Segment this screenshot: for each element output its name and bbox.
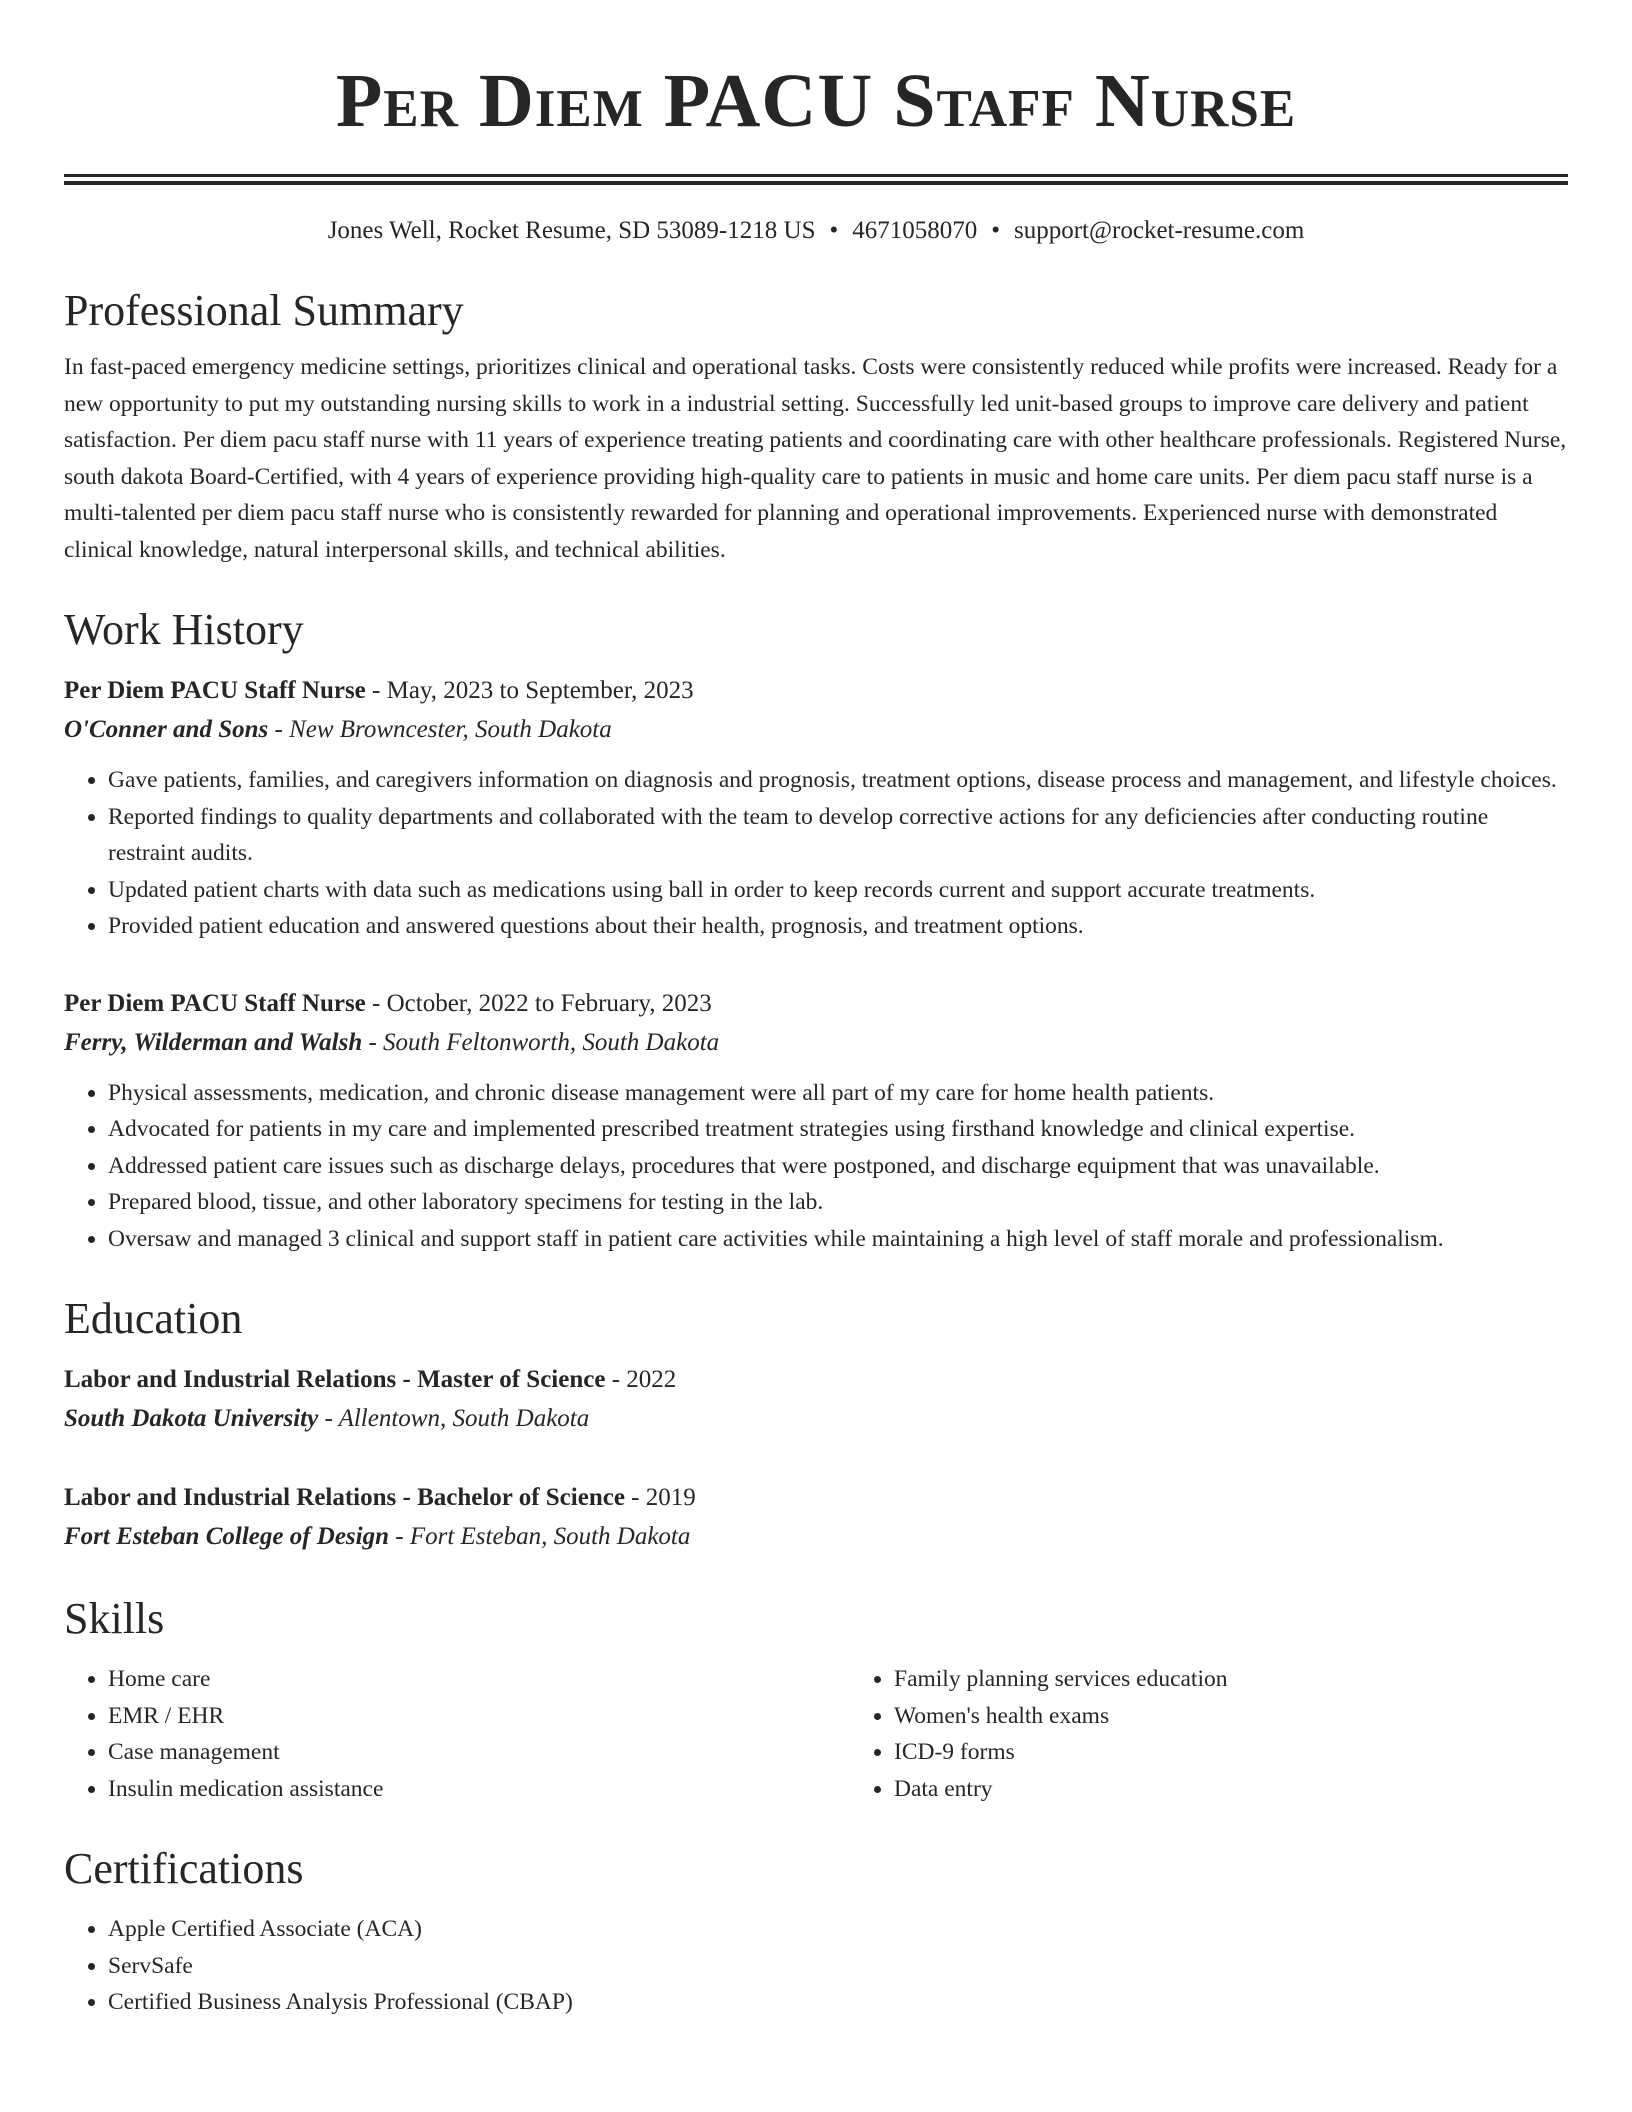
certifications-section — [64, 1841, 1568, 2021]
job-location: - South Feltonworth, South Dakota — [362, 1028, 720, 1056]
job-employer — [64, 710, 1568, 750]
work-history-section — [64, 602, 1568, 1257]
skills-columns — [64, 1661, 1568, 1807]
education-entry — [64, 1479, 1568, 1557]
list-item: • Gave patients, families, and caregivers information on diagnosis and prognosis, treatment options, disease process and management, and lifestyle choices. — [108, 762, 1568, 799]
job-location: - New Browncester, South Dakota — [268, 716, 612, 743]
contact-email[interactable]: support@rocket-resume.com — [1014, 217, 1305, 244]
contact-phone: 4671058070 — [852, 217, 978, 244]
education-institution — [64, 1517, 1568, 1557]
education-header — [64, 1479, 1568, 1517]
list-item: • Provided patient education and answered questions about their health, prognosis, and treatment options. — [108, 908, 1568, 945]
list-item: • Data entry — [894, 1771, 1632, 1808]
education-institution — [64, 1399, 1568, 1439]
job-employer — [64, 1023, 1568, 1063]
list-item: • Advocated for patients in my care and implemented prescribed treatment strategies using firsthand knowledge and clinical expertise. — [108, 1111, 1568, 1148]
section-heading-work-history: Work History — [64, 605, 304, 654]
list-item: • Certified Business Analysis Professional (CBAP) — [108, 1984, 1568, 2021]
title-divider — [64, 174, 1568, 185]
education-year: - 2019 — [624, 1484, 696, 1511]
list-item: • Women's health exams — [894, 1698, 1632, 1735]
list-item: • Prepared blood, tissue, and other laboratory specimens for testing in the lab. — [108, 1184, 1568, 1221]
job-entry — [64, 672, 1568, 945]
job-title: Per Diem PACU Staff Nurse — [64, 989, 366, 1017]
job-dates: - October, 2022 to February, 2023 — [365, 989, 712, 1017]
list-item: • Apple Certified Associate (ACA) — [108, 1911, 1568, 1948]
education-header — [64, 1361, 1568, 1399]
job-title: Per Diem PACU Staff Nurse — [64, 677, 366, 704]
education-section — [64, 1291, 1568, 1557]
list-item: • Insulin medication assistance — [108, 1771, 850, 1808]
resume-title: Per Diem PACU Staff Nurse — [335, 59, 1297, 143]
list-item: • Addressed patient care issues such as discharge delays, procedures that were postponed, and discharge equipment that was unavailable. — [108, 1148, 1568, 1185]
job-header — [64, 985, 1568, 1023]
certifications-list — [64, 1911, 1568, 2021]
job-bullets — [64, 1075, 1568, 1258]
education-school: Fort Esteban College of Design — [64, 1523, 390, 1550]
list-item: • Physical assessments, medication, and chronic disease management were all part of my care for home health patients. — [108, 1075, 1568, 1112]
contact-separator: • — [991, 217, 1000, 244]
list-item: • Home care — [108, 1661, 850, 1698]
section-heading-summary: Professional Summary — [64, 286, 464, 335]
contact-line — [64, 213, 1568, 249]
education-year: - 2022 — [605, 1366, 677, 1393]
job-company: O'Conner and Sons — [64, 716, 269, 743]
list-item: • ICD-9 forms — [894, 1734, 1632, 1771]
job-entry — [64, 985, 1568, 1258]
job-company: Ferry, Wilderman and Walsh — [64, 1028, 363, 1056]
section-heading-education: Education — [64, 1294, 243, 1343]
contact-separator: • — [829, 217, 839, 244]
skills-section — [64, 1591, 1568, 1807]
job-bullets — [64, 762, 1568, 945]
job-header — [64, 672, 1568, 710]
education-degree: Labor and Industrial Relations - Master of Science — [64, 1366, 606, 1393]
summary-text: In fast-paced emergency medicine settings, prioritizes clinical and operational tasks. Costs were consistently reduced while profits were increased. Ready for a new opportunity to put my outstanding nursing skills to work in a industrial setting. Successfully led unit-based groups to improve care delivery and patient satisfaction. Per diem pacu staff nurse with 11 years of experience treating patients and coordinating care with other healthcare professionals. Registered Nurse, south dakota Board-Certified, with 4 years of experience providing high-quality care to patients in music and home care units. Per diem pacu staff nurse is a multi-talented per diem pacu staff nurse who is consistently rewarded for planning and operational improvements. Experienced nurse with demonstrated clinical knowledge, natural interpersonal skills, and technical abilities. — [64, 354, 1567, 563]
education-location: - Allentown, South Dakota — [318, 1405, 590, 1432]
education-degree: Labor and Industrial Relations - Bachelor of Science — [64, 1484, 625, 1511]
list-item: • Oversaw and managed 3 clinical and support staff in patient care activities while maintaining a high level of staff morale and professionalism. — [108, 1221, 1568, 1258]
section-heading-certifications: Certifications — [64, 1844, 304, 1893]
skills-list-left — [64, 1661, 850, 1807]
list-item: • Updated patient charts with data such as medications using ball in order to keep records current and support accurate treatments. — [108, 872, 1568, 909]
list-item: • Family planning services education — [894, 1661, 1632, 1698]
contact-address: Jones Well, Rocket Resume, SD 53089-1218 US — [327, 217, 816, 244]
section-heading-skills: Skills — [64, 1594, 165, 1643]
list-item: • Case management — [108, 1734, 850, 1771]
job-dates: - May, 2023 to September, 2023 — [365, 677, 694, 704]
list-item: • ServSafe — [108, 1948, 1568, 1985]
professional-summary-section — [64, 283, 1568, 568]
education-entry — [64, 1361, 1568, 1439]
skills-list-right — [850, 1661, 1632, 1807]
list-item: • EMR / EHR — [108, 1698, 850, 1735]
education-school: South Dakota University — [64, 1405, 319, 1432]
list-item: • Reported findings to quality departments and collaborated with the team to develop corrective actions for any deficiencies after conducting routine restraint audits. — [108, 799, 1568, 872]
education-location: - Fort Esteban, South Dakota — [389, 1523, 691, 1550]
